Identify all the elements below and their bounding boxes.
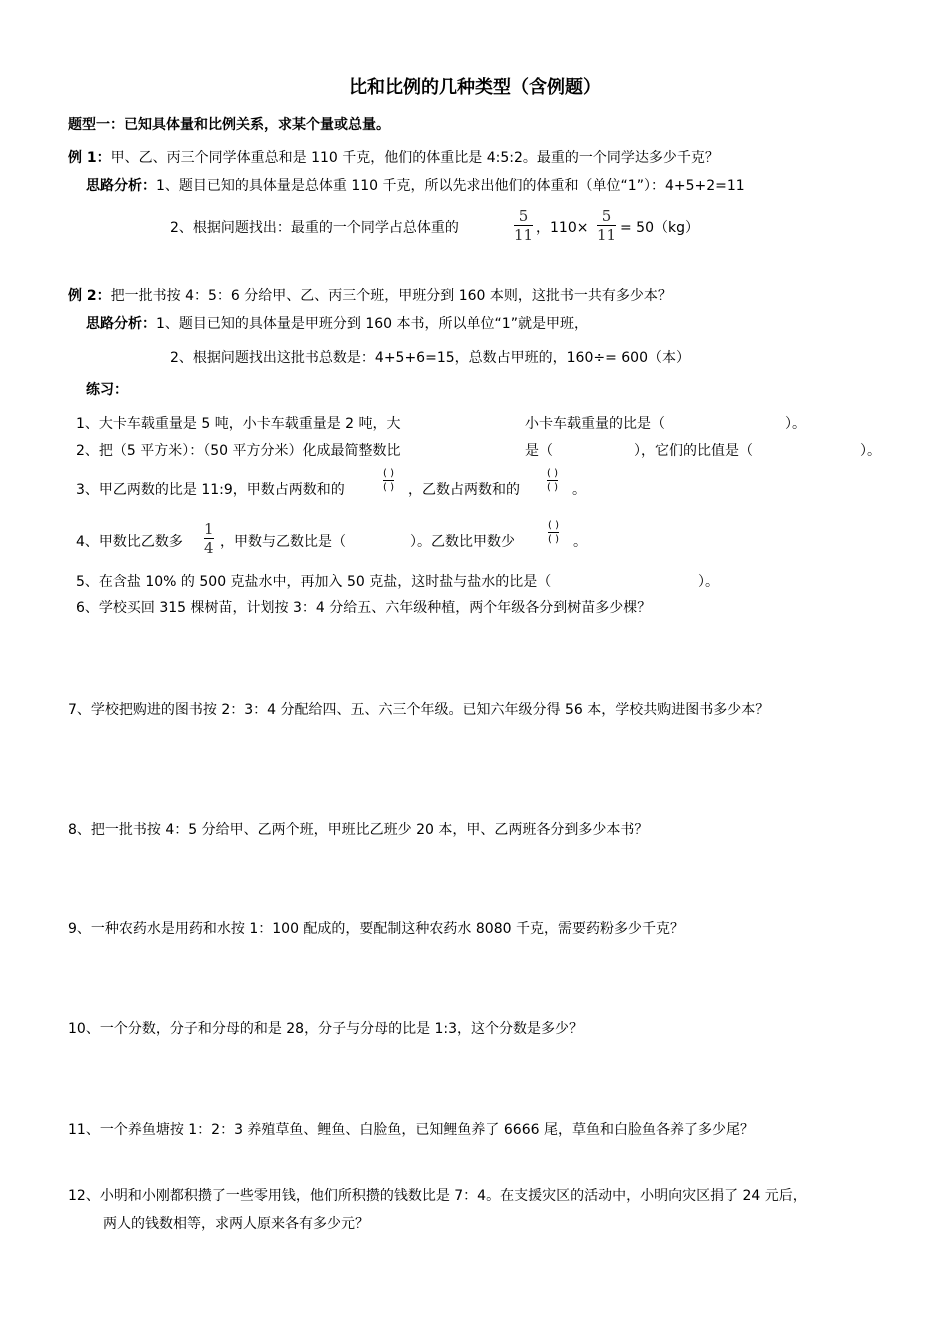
question-1b: 小卡车载重量的比是（: [525, 416, 665, 432]
practice-label: 练习：: [86, 382, 128, 398]
example-1: [68, 148, 719, 168]
question-3b: ，乙数占两数和的: [408, 482, 520, 498]
question-5b: ）。: [698, 574, 719, 590]
question-6: 6、学校买回 315 棵树苗，计划按 3：4 分给五、六年级种植，两个年级各分到树苗多少棵？: [76, 600, 652, 616]
question-3a: 3、甲乙两数的比是 11:9，甲数占两数和的: [76, 482, 345, 498]
analysis-step-2a: 2、根据问题找出：最重的一个同学占总体重的: [170, 220, 459, 236]
analysis-step-2: 2、根据问题找出这批书总数是：4+5+6=15，总数占甲班的，160÷= 600（本）: [170, 350, 690, 366]
analysis-label: 思路分析：: [86, 178, 156, 194]
question-1c: ）。: [785, 416, 806, 432]
question-5a: 5、在含盐 10% 的 500 克盐水中，再加入 50 克盐，这时盐与盐水的比是（: [76, 574, 552, 590]
question-4a: 4、甲数比乙数多: [76, 534, 183, 550]
blank-fraction: ( ) ( ): [383, 468, 394, 493]
example-1-text: 甲、乙、丙三个同学体重总和是 110 千克，他们的体重比是 4:5:2。最重的一个同学达多少千克？: [110, 150, 719, 166]
question-4b: ，甲数与乙数比是（: [220, 534, 346, 550]
example-1-label: 例 1：: [68, 150, 111, 166]
analysis-step-2b: ，110×: [536, 220, 589, 236]
question-4c: ）。乙数比甲数少: [410, 534, 515, 550]
question-4d: 。: [573, 534, 587, 550]
blank-fraction: ( ) ( ): [548, 520, 559, 545]
section-heading: 题型一：已知具体量和比例关系，求某个量或总量。: [68, 117, 390, 133]
question-7: 7、学校把购进的图书按 2：3：4 分配给四、五、六三个年级。已知六年级分得 56 本，学校共购进图书多少本？: [68, 702, 770, 718]
question-2b: 是（: [525, 443, 553, 459]
question-9: 9、一种农药水是用药和水按 1：100 配成的，要配制这种农药水 8080 千克，需要药粉多少千克？: [68, 921, 684, 937]
question-8: 8、把一批书按 4：5 分给甲、乙两个班，甲班比乙班少 20 本，甲、乙两班各分到多少本书？: [68, 822, 649, 838]
example-2: [68, 286, 672, 306]
fraction-numerator: 5: [601, 207, 612, 225]
question-2d: ）。: [860, 443, 881, 459]
fraction-numerator: 5: [518, 207, 529, 225]
question-12b: 两人的钱数相等，求两人原来各有多少元？: [103, 1216, 369, 1232]
example-1-analysis: [86, 176, 745, 196]
page-title: 比和比例的几种类型（含例题）: [349, 77, 601, 98]
question-2c: ），它们的比值是（: [634, 443, 753, 459]
fraction-denominator: 11: [597, 226, 617, 244]
question-3c: 。: [572, 482, 586, 498]
example-2-analysis: [86, 314, 588, 334]
example-2-label: 例 2：: [68, 288, 111, 304]
question-12a: 12、小明和小刚都积攒了一些零用钱，他们所积攒的钱数比是 7：4。在支援灾区的活动中，小明向灾区捐了 24 元后，: [68, 1188, 807, 1204]
question-11: 11、一个养鱼塘按 1：2：3 养殖草鱼、鲤鱼、白脸鱼，已知鲤鱼养了 6666 尾，草鱼和白脸鱼各养了多少尾？: [68, 1122, 754, 1138]
example-2-text: 把一批书按 4：5：6 分给甲、乙、丙三个班，甲班分到 160 本则，这批书一共有多少本？: [110, 288, 672, 304]
fraction-5-11-b: [597, 207, 616, 244]
fraction-denominator: 11: [514, 226, 534, 244]
blank-fraction: ( ) ( ): [547, 468, 558, 493]
fraction-numerator: 1: [204, 520, 214, 538]
fraction-5-11-a: [514, 207, 533, 244]
question-10: 10、一个分数，分子和分母的和是 28，分子与分母的比是 1:3，这个分数是多少？: [68, 1021, 584, 1037]
analysis-step-1: 1、题目已知的具体量是甲班分到 160 本书，所以单位“1”就是甲班，: [156, 316, 588, 332]
analysis-label: 思路分析：: [86, 316, 156, 332]
fraction-denominator: 4: [204, 539, 214, 557]
question-2a: 2、把（5 平方米）：（50 平方分米）化成最简整数比: [76, 443, 401, 459]
fraction-1-4: [204, 520, 214, 557]
analysis-step-2c: = 50（kg）: [620, 220, 699, 236]
analysis-step-1: 1、题目已知的具体量是总体重 110 千克，所以先求出他们的体重和（单位“1”）：4+5+2=11: [156, 178, 745, 194]
question-1a: 1、大卡车载重量是 5 吨，小卡车载重量是 2 吨，大: [76, 416, 401, 432]
